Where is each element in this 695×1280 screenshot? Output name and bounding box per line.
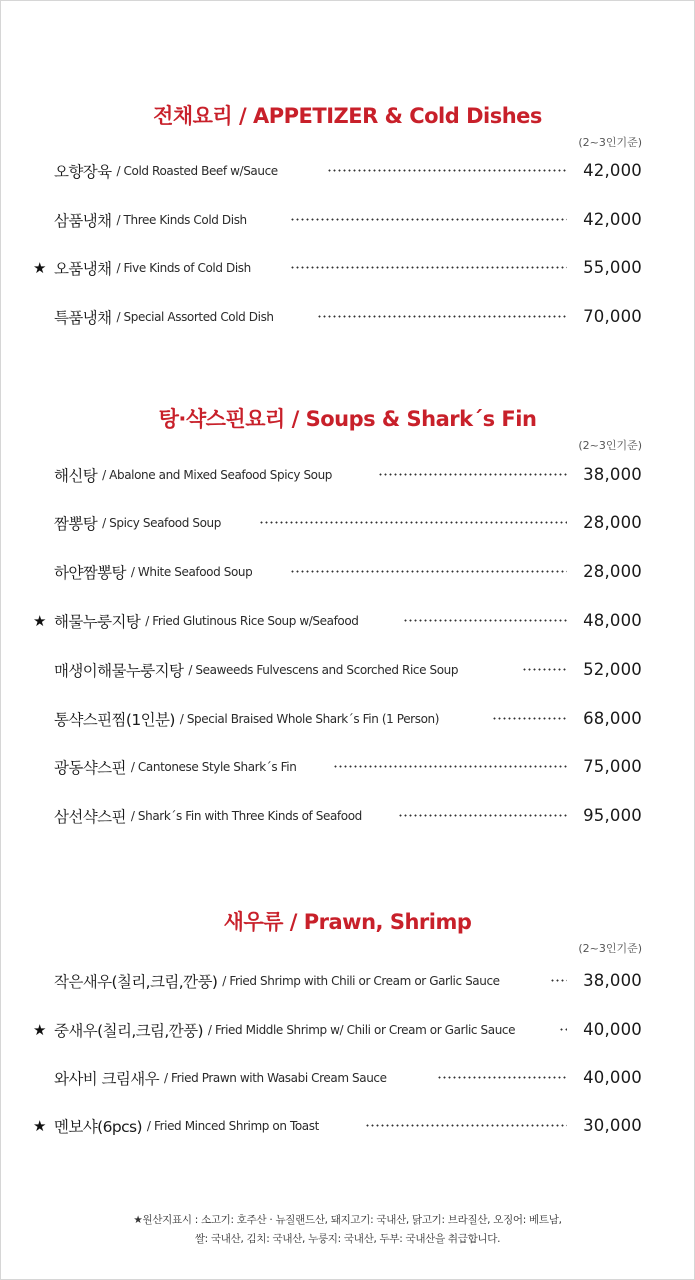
item-name-english: / Special Assorted Cold Dish — [116, 310, 274, 324]
item-name-korean: 중새우(칠리,크림,깐풍) — [54, 1022, 203, 1040]
item-price: 42,000 — [583, 161, 642, 180]
menu-item — [0, 754, 695, 780]
dot-leader — [333, 765, 567, 768]
menu-item — [0, 207, 695, 233]
menu-item — [0, 1017, 695, 1043]
item-price: 30,000 — [583, 1116, 642, 1135]
item-name-korean: 매생이해물누룽지탕 — [54, 662, 184, 680]
item-name-english: / Fried Glutinous Rice Soup w/Seafood — [145, 614, 359, 628]
dot-leader — [522, 668, 567, 671]
item-name-korean: 통샥스핀찜(1인분) — [54, 711, 175, 729]
item-name-english: / Special Braised Whole Shark´s Fin (1 Person) — [179, 712, 439, 726]
item-name-korean: 오품냉채 — [54, 260, 112, 278]
item-price: 42,000 — [583, 210, 642, 229]
item-name-english: / Cantonese Style Shark´s Fin — [130, 760, 297, 774]
dot-leader — [327, 169, 567, 172]
item-name-korean: 오향장육 — [54, 163, 112, 181]
dot-leader — [403, 619, 567, 622]
menu-item — [0, 158, 695, 184]
item-name-korean: 삼품냉채 — [54, 212, 112, 230]
item-price: 40,000 — [583, 1020, 642, 1039]
menu-item — [0, 304, 695, 330]
item-price: 40,000 — [583, 1068, 642, 1087]
star-icon: ★ — [33, 1117, 47, 1135]
serving-basis: (2~3인기준) — [578, 942, 642, 955]
item-price: 28,000 — [583, 562, 642, 581]
menu-item — [0, 559, 695, 585]
item-price: 48,000 — [583, 611, 642, 630]
item-name-korean: 멘보샤(6pcs) — [54, 1118, 142, 1136]
item-price: 75,000 — [583, 757, 642, 776]
item-name-english: / Fried Middle Shrimp w/ Chili or Cream or Garlic Sauce — [207, 1023, 516, 1037]
menu-item — [0, 1065, 695, 1091]
dot-leader — [290, 218, 567, 221]
footnote-line-2: 쌀: 국내산, 김치: 국내산, 누룽지: 국내산, 두부: 국내산을 취급합니다. — [194, 1233, 501, 1245]
menu-item — [0, 657, 695, 683]
menu-item — [0, 255, 695, 281]
item-name-korean: 특품냉채 — [54, 309, 112, 327]
footnote-line-1: ★원산지표시 : 소고기: 호주산 · 뉴질랜드산, 돼지고기: 국내산, 닭고기: 브라질산, 오징어: 베트남, — [133, 1214, 562, 1226]
dot-leader — [492, 717, 567, 720]
item-price: 38,000 — [583, 971, 642, 990]
menu-item — [0, 968, 695, 994]
item-name-english: / Fried Shrimp with Chili or Cream or Garlic Sauce — [222, 974, 500, 988]
section-title: 전채요리 / APPETIZER & Cold Dishes — [153, 104, 542, 128]
dot-leader — [290, 570, 567, 573]
item-name-english: / Spicy Seafood Soup — [102, 516, 221, 530]
item-name-english: / Fried Prawn with Wasabi Cream Sauce — [163, 1071, 387, 1085]
serving-basis: (2~3인기준) — [578, 439, 642, 452]
dot-leader — [378, 473, 567, 476]
dot-leader — [550, 979, 567, 982]
menu-item — [0, 1113, 695, 1139]
item-price: 52,000 — [583, 660, 642, 679]
item-name-english: / Abalone and Mixed Seafood Spicy Soup — [102, 468, 333, 482]
item-price: 68,000 — [583, 709, 642, 728]
item-price: 55,000 — [583, 258, 642, 277]
section-title: 탕·샥스핀요리 / Soups & Shark´s Fin — [158, 407, 537, 431]
menu-item — [0, 510, 695, 536]
item-price: 70,000 — [583, 307, 642, 326]
dot-leader — [437, 1076, 567, 1079]
item-name-english: / Cold Roasted Beef w/Sauce — [116, 164, 278, 178]
dot-leader — [398, 814, 567, 817]
menu-item — [0, 608, 695, 634]
item-name-korean: 짬뽕탕 — [54, 515, 98, 533]
item-name-english: / Five Kinds of Cold Dish — [116, 261, 251, 275]
serving-basis: (2~3인기준) — [578, 136, 642, 149]
item-name-korean: 해물누룽지탕 — [54, 613, 141, 631]
item-name-korean: 해신탕 — [54, 467, 98, 485]
item-price: 38,000 — [583, 465, 642, 484]
item-name-english: / Seaweeds Fulvescens and Scorched Rice Soup — [188, 663, 459, 677]
item-name-english: / Shark´s Fin with Three Kinds of Seafood — [130, 809, 362, 823]
item-name-korean: 와사비 크림새우 — [54, 1070, 159, 1088]
item-name-korean: 삼선샥스핀 — [54, 808, 126, 826]
menu-item — [0, 706, 695, 732]
dot-leader — [317, 315, 567, 318]
menu-item — [0, 462, 695, 488]
item-name-english: / White Seafood Soup — [130, 565, 253, 579]
dot-leader — [559, 1028, 567, 1031]
star-icon: ★ — [33, 259, 47, 277]
origin-footnote — [0, 1211, 695, 1249]
dot-leader — [259, 521, 567, 524]
item-name-korean: 하얀짬뽕탕 — [54, 564, 126, 582]
dot-leader — [290, 266, 567, 269]
item-price: 28,000 — [583, 513, 642, 532]
item-name-korean: 광동샥스핀 — [54, 759, 126, 777]
menu-item — [0, 803, 695, 829]
item-price: 95,000 — [583, 806, 642, 825]
item-name-korean: 작은새우(칠리,크림,깐풍) — [54, 973, 218, 991]
item-name-english: / Three Kinds Cold Dish — [116, 213, 247, 227]
dot-leader — [365, 1124, 567, 1127]
section-title: 새우류 / Prawn, Shrimp — [223, 910, 472, 934]
star-icon: ★ — [33, 1021, 47, 1039]
item-name-english: / Fried Minced Shrimp on Toast — [146, 1119, 319, 1133]
star-icon: ★ — [33, 612, 47, 630]
